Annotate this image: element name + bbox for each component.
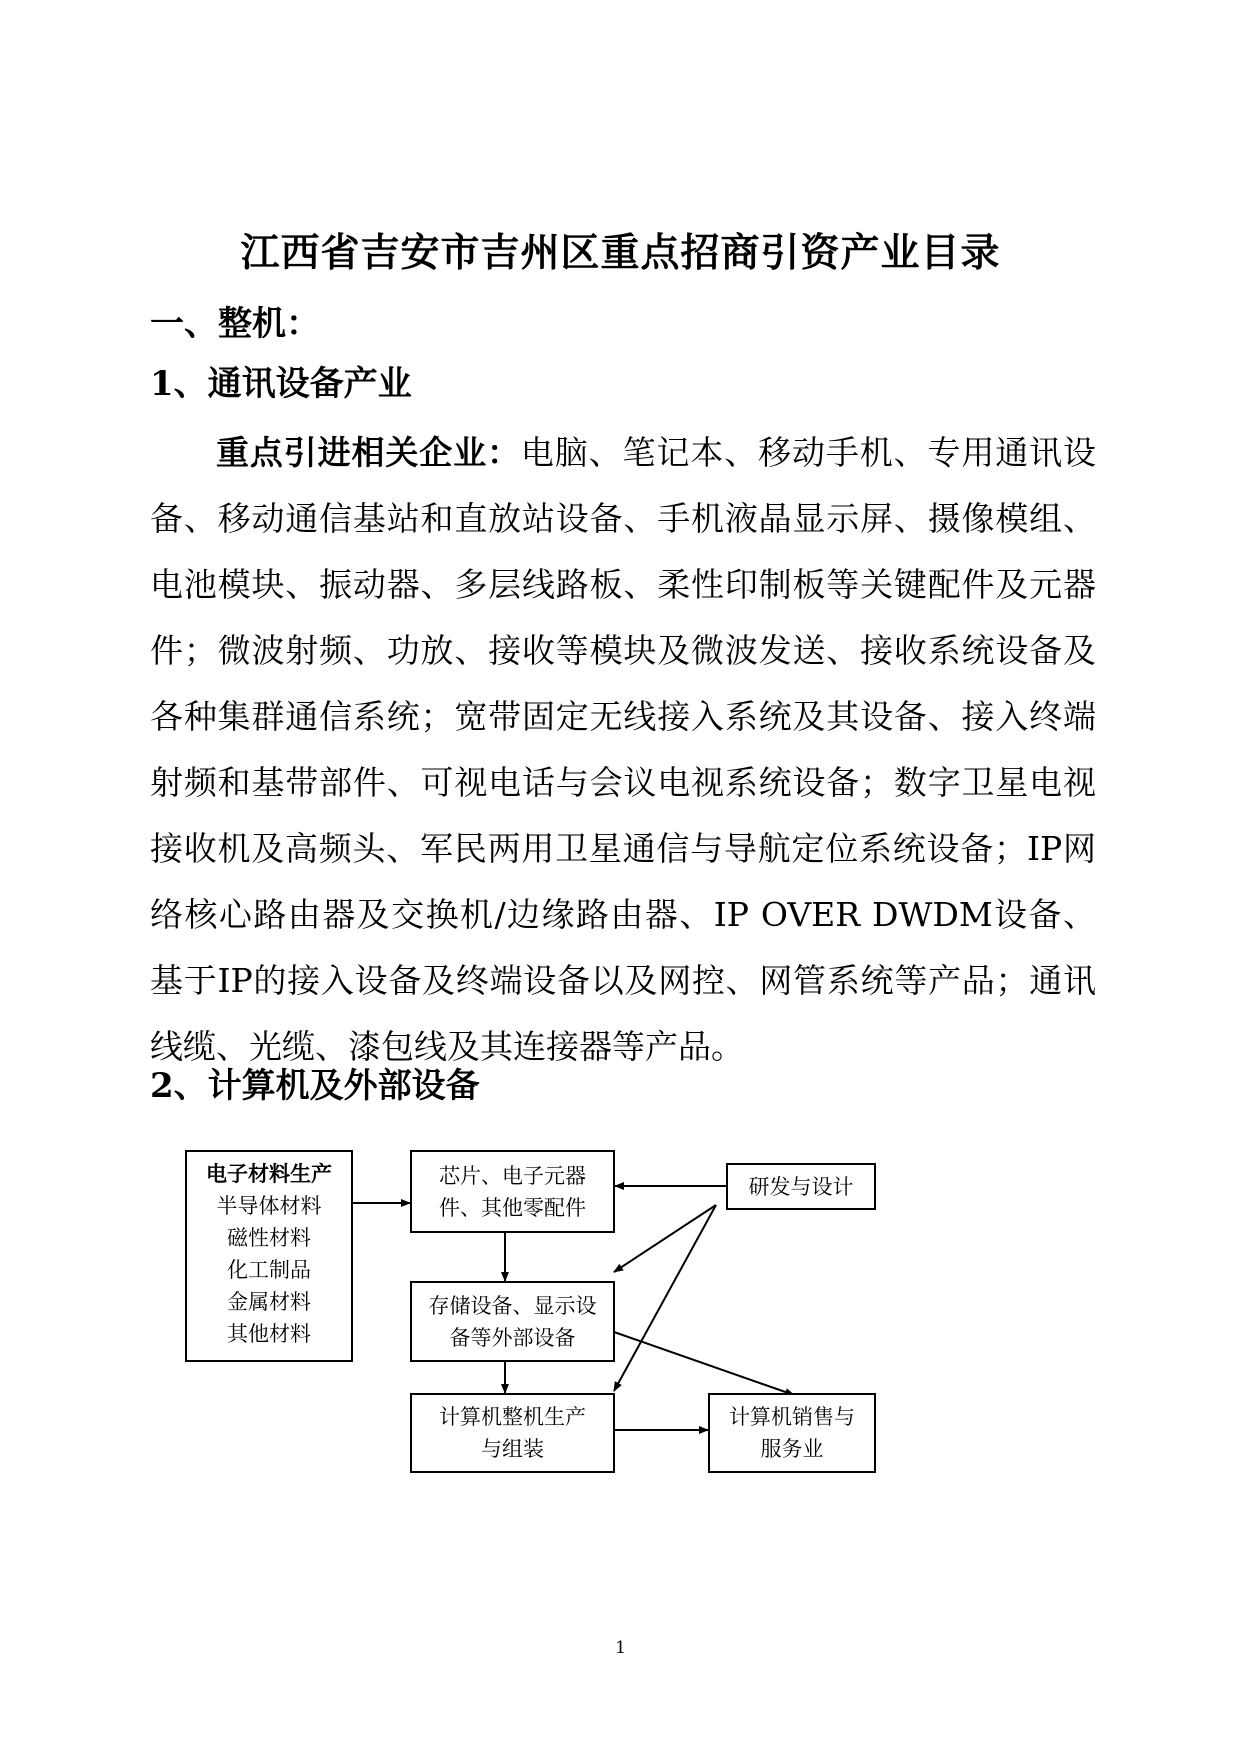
materials-item: 磁性材料 <box>227 1226 311 1250</box>
materials-item: 其他材料 <box>227 1322 311 1346</box>
materials-item: 化工制品 <box>227 1258 311 1282</box>
arrow-storage-to-sales <box>614 1332 794 1395</box>
chips-line: 件、其他零配件 <box>439 1195 586 1220</box>
materials-item: 半导体材料 <box>216 1194 322 1218</box>
chips-box <box>410 1150 615 1233</box>
paragraph-body: 电脑、笔记本、移动手机、专用通讯设备、移动通信基站和直放站设备、手机液晶显示屏、摄像模组、电池模块、振动器、多层线路板、柔性印制板等关键配件及元器件；微波射频、功放、接收等模块及微波发送、接收系统设备及各种集群通信系统；宽带固定无线接入系统及其设备、接入终端射频和基带部件、可视电话与会议电视系统设备；数字卫星电视接收机及高频头、军民两用卫星通信与导航定位系统设备；IP网络核心路由器及交换机/边缘路由器、IP OVER DWDM设备、基于IP的接入设备及终端设备以及网控、网管系统等产品；通讯线缆、光缆、漆包线及其连接器等产品。 <box>150 433 1097 1066</box>
assembly-line: 计算机整机生产 <box>439 1405 586 1429</box>
assembly-box <box>410 1393 615 1473</box>
materials-heading: 电子材料生产 <box>206 1162 332 1186</box>
materials-item: 金属材料 <box>227 1290 311 1314</box>
subheading-computers-peripherals: 2、计算机及外部设备 <box>150 1066 480 1106</box>
paragraph-lead: 重点引进相关企业： <box>216 433 521 472</box>
sales-line: 计算机销售与 <box>729 1405 855 1429</box>
rnd-label: 研发与设计 <box>748 1174 854 1199</box>
sales-box <box>708 1393 876 1473</box>
subheading-telecom-industry: 1、通讯设备产业 <box>150 364 412 404</box>
storage-line: 备等外部设备 <box>449 1325 576 1350</box>
materials-box <box>185 1150 353 1362</box>
chips-line: 芯片、电子元器 <box>439 1163 586 1188</box>
page-number: 1 <box>615 1638 626 1658</box>
sales-line: 服务业 <box>760 1437 824 1461</box>
arrow-rnd-to-storage <box>614 1205 716 1272</box>
page-title: 江西省吉安市吉州区重点招商引资产业目录 <box>240 230 1001 276</box>
storage-line: 存储设备、显示设 <box>428 1293 597 1318</box>
section-heading-complete-machines: 一、整机： <box>150 304 320 344</box>
storage-box <box>410 1281 615 1362</box>
assembly-line: 与组装 <box>481 1437 544 1461</box>
rnd-box <box>726 1163 876 1210</box>
